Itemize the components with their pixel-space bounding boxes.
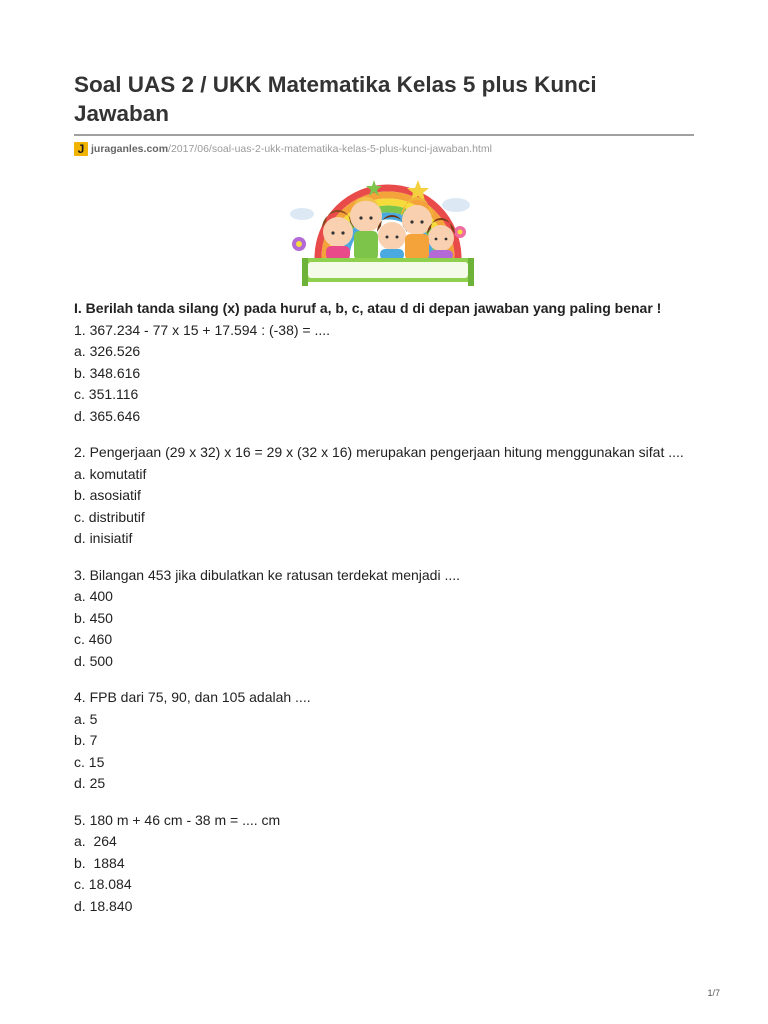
- answer-option: c. 18.084: [74, 876, 132, 892]
- question-item: [74, 810, 694, 918]
- answer-option: b. 7: [74, 732, 98, 748]
- question-text: 3. Bilangan 453 jika dibulatkan ke ratusan terdekat menjadi ....: [74, 566, 461, 583]
- site-favicon-icon: J: [74, 142, 88, 156]
- answer-option: a. komutatif: [74, 465, 147, 482]
- answer-option: b. 348.616: [74, 364, 141, 381]
- answer-option: b. asosiatif: [74, 487, 141, 503]
- source-path: /2017/06/soal-uas-2-ukk-matematika-kelas-5-plus-kunci-jawaban.html: [168, 143, 492, 155]
- question-item: [74, 565, 694, 673]
- answer-option: c. distributif: [74, 508, 145, 525]
- answer-option: a. 264: [74, 833, 117, 849]
- page-title: Soal UAS 2 / UKK Matematika Kelas 5 plus Kunci Jawaban: [74, 72, 597, 126]
- answer-option: d. inisiatif: [74, 530, 133, 546]
- answer-option: d. 18.840: [74, 897, 133, 914]
- question-content: [74, 298, 694, 917]
- question-item: [74, 442, 694, 550]
- source-domain-link[interactable]: juraganles.com: [91, 143, 169, 155]
- answer-option: d. 500: [74, 652, 113, 669]
- source-line: [74, 141, 492, 157]
- answer-option: c. 351.116: [74, 386, 139, 402]
- children-rainbow-illustration: [288, 178, 488, 291]
- answer-option: a. 326.526: [74, 343, 141, 359]
- answer-option: b. 1884: [74, 854, 125, 871]
- answer-option: b. 450: [74, 609, 113, 626]
- answer-option: d. 365.646: [74, 407, 141, 424]
- question-text: 4. FPB dari 75, 90, dan 105 adalah ....: [74, 689, 311, 705]
- instruction-text: I. Berilah tanda silang (x) pada huruf a, b, c, atau d di depan jawaban yang paling benar !: [74, 300, 662, 316]
- answer-option: c. 460: [74, 631, 113, 647]
- page-number: 1/7: [707, 988, 720, 998]
- answer-option: a. 400: [74, 588, 113, 604]
- question-item: [74, 687, 694, 795]
- question-text: 2. Pengerjaan (29 x 32) x 16 = 29 x (32 x 16) merupakan pengerjaan hitung menggunakan sifat ....: [74, 444, 684, 460]
- title-divider: [74, 134, 694, 136]
- answer-option: d. 25: [74, 775, 106, 791]
- question-item: [74, 320, 694, 428]
- answer-option: c. 15: [74, 753, 105, 770]
- question-text: 1. 367.234 - 77 x 15 + 17.594 : (-38) = ....: [74, 321, 331, 338]
- answer-option: a. 5: [74, 710, 98, 727]
- question-text: 5. 180 m + 46 cm - 38 m = .... cm: [74, 811, 281, 828]
